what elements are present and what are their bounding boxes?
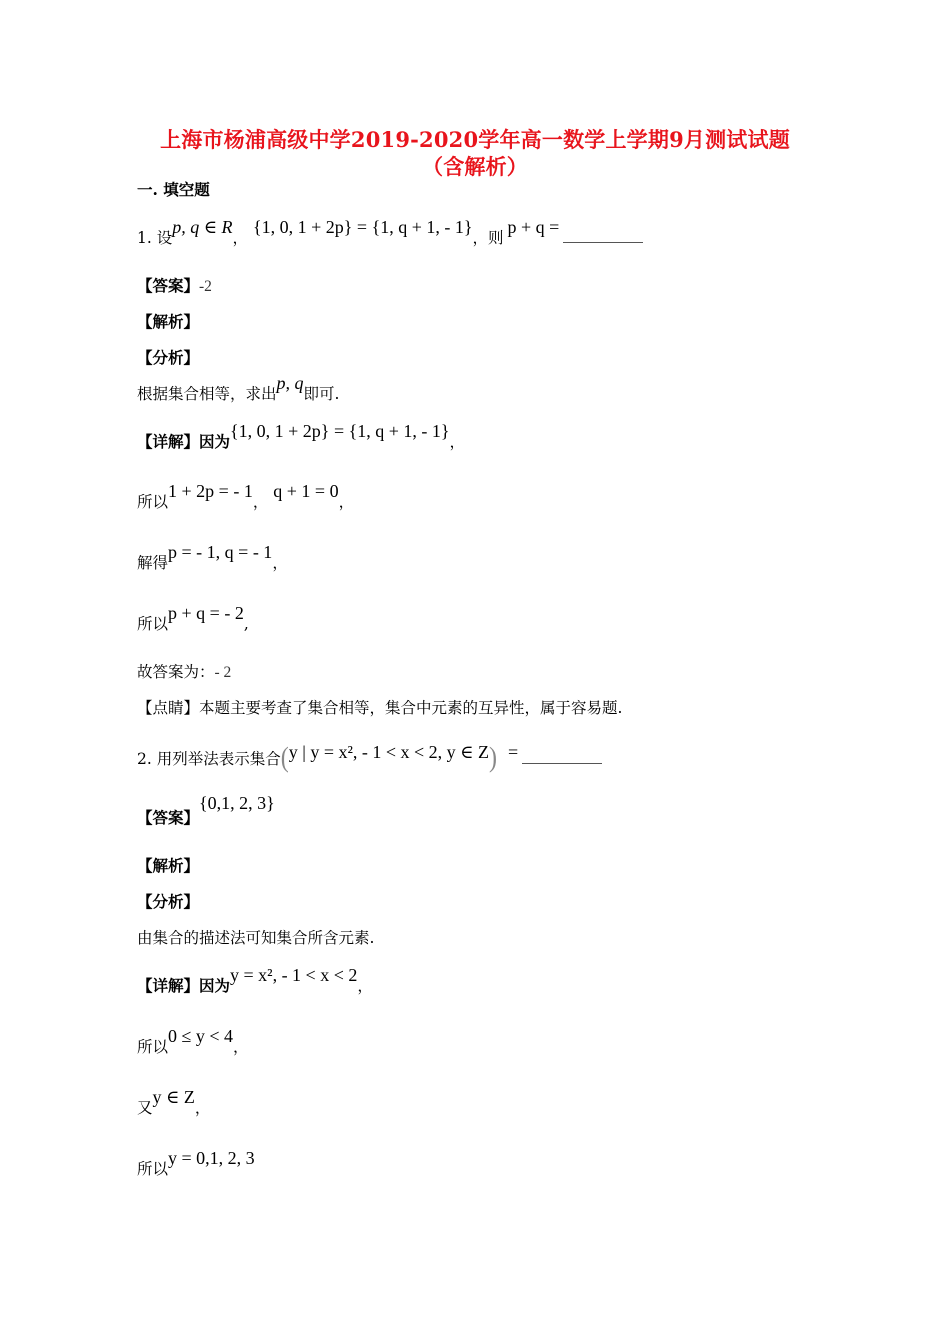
q2-step-2 <box>137 1087 211 1118</box>
q1-step-2-pre: 解得 <box>137 554 169 572</box>
q1-answer-value: -2 <box>199 278 212 295</box>
q1-step-1-math-2: q + 1 = 0 <box>273 481 339 501</box>
q1-answer-label: 【答案】 <box>137 276 200 295</box>
q1-fenxi-label: 【分析】 <box>137 348 200 367</box>
q2-answer-blank <box>522 753 602 764</box>
q2-analysis: 由集合的描述法可知集合所含元素. <box>137 929 375 947</box>
q1-detail <box>137 421 466 452</box>
q2-stem <box>137 742 602 774</box>
q1-detail-post: ， <box>449 433 466 451</box>
q2-step-3 <box>137 1148 255 1179</box>
q1-step-3 <box>137 603 249 634</box>
q1-analysis <box>137 373 340 404</box>
q1-step-3-pre: 所以 <box>137 615 169 633</box>
q2-step-3-math: y = 0,1, 2, 3 <box>168 1148 255 1168</box>
q1-jiexi-label: 【解析】 <box>137 312 200 331</box>
q1-detail-label: 【详解】因为 <box>137 432 231 451</box>
q2-step-3-pre: 所以 <box>137 1160 169 1178</box>
q1-analysis-math: p, q <box>276 373 304 393</box>
q2-detail-math: y = x², - 1 < x < 2 <box>230 965 358 985</box>
q1-step-1-post: ， <box>338 493 355 511</box>
q2-step-1-math: 0 ≤ y < 4 <box>168 1026 234 1046</box>
q1-final-pre: 故答案为： <box>137 663 215 681</box>
q2-fenxi-label: 【分析】 <box>137 892 200 911</box>
q2-step-1-pre: 所以 <box>137 1038 169 1056</box>
q1-step-1-pre: 所以 <box>137 493 169 511</box>
q1-step-1-sep: ， <box>252 493 269 511</box>
q2-answer-math: {0,1, 2, 3} <box>199 793 275 813</box>
q1-step-2 <box>137 542 288 573</box>
q1-step-3-math: p + q = - 2 <box>168 603 244 623</box>
q1-stem <box>137 217 643 248</box>
q1-step-1-math-1: 1 + 2p = - 1 <box>168 481 253 501</box>
q2-detail <box>137 965 373 996</box>
q1-final <box>137 660 231 682</box>
q2-step-1-post: ， <box>233 1038 249 1056</box>
q1-answer <box>137 274 212 296</box>
q1-math-2: {1, 0, 1 + 2p} = {1, q + 1, - 1} <box>253 217 473 237</box>
q1-detail-math: {1, 0, 1 + 2p} = {1, q + 1, - 1} <box>230 421 450 441</box>
q2-answer-label: 【答案】 <box>137 808 200 827</box>
q1-analysis-pre: 根据集合相等，求出 <box>137 385 277 403</box>
q1-comment: 【点睛】本题主要考查了集合相等，集合中元素的互异性，属于容易题. <box>137 699 623 717</box>
q2-step-1 <box>137 1026 249 1057</box>
q1-prefix: 1. 设 <box>137 229 173 247</box>
q1-math-1: p, q ∈ R <box>172 217 233 237</box>
doc-title-suffix: （含解析） <box>422 154 528 179</box>
q1-answer-blank <box>563 232 643 243</box>
q2-step-2-math: y ∈ Z <box>152 1087 195 1107</box>
left-brace: ( <box>280 742 289 774</box>
q1-step-2-post: ， <box>272 554 288 572</box>
q2-set-math: y | y = x², - 1 < x < 2, y ∈ Z <box>288 742 489 762</box>
q2-detail-label: 【详解】因为 <box>137 976 231 995</box>
q2-step-2-post: ， <box>194 1099 211 1117</box>
section-heading: 一. 填空题 <box>137 180 210 199</box>
q2-prefix: 2. 用列举法表示集合 <box>137 750 281 768</box>
doc-title: 上海市杨浦高级中学2019-2020学年高一数学上学期9月测试试题 <box>160 127 790 152</box>
q1-final-value: - 2 <box>214 664 232 681</box>
q1-step-3-post: , <box>243 615 249 633</box>
q1-math-3: p + q = <box>507 217 560 237</box>
q1-step-2-math: p = - 1, q = - 1 <box>168 542 273 562</box>
q1-step-1 <box>137 481 355 512</box>
q1-sep-2: ，则 <box>472 229 504 247</box>
q2-answer <box>137 793 275 828</box>
q2-detail-post: ， <box>357 977 373 995</box>
q2-equals: = <box>507 742 519 762</box>
q1-analysis-post: 即可. <box>303 385 340 403</box>
q1-sep-1: ， <box>232 229 249 247</box>
right-brace: ) <box>489 742 497 774</box>
q2-step-2-pre: 又 <box>137 1099 153 1117</box>
q2-jiexi-label: 【解析】 <box>137 856 200 875</box>
